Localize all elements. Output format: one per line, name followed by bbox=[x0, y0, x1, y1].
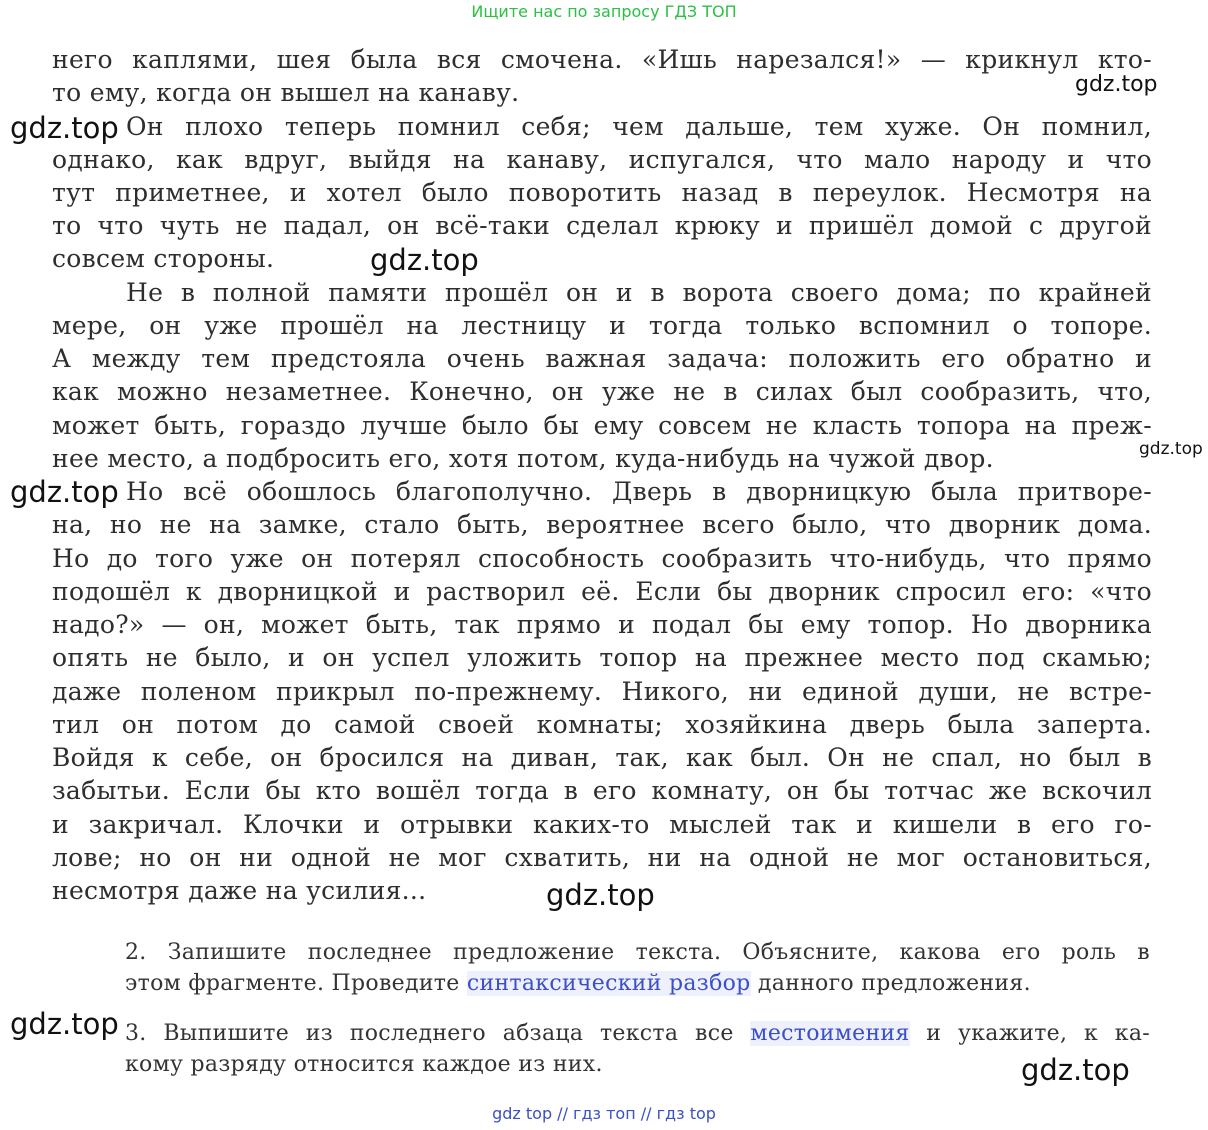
text-line: надо?» — он, может быть, так прямо и подал бы ему топор. Но дворника bbox=[52, 610, 1152, 639]
text-line: как можно незаметнее. Конечно, он уже не в силах был сообразить, что, bbox=[52, 377, 1152, 406]
syntax-analysis-link[interactable]: синтаксический разбор bbox=[466, 971, 751, 996]
text-line: тил он потом до самой своей комнаты; хозяйкина дверь была заперта. bbox=[52, 710, 1152, 739]
watermark: gdz.top bbox=[1139, 439, 1203, 459]
text-line: Не в полной памяти прошёл он и в ворота своего дома; по крайней bbox=[126, 278, 1152, 307]
text-line: на, но не на замке, стало быть, вероятнее всего было, что дворник дома. bbox=[52, 510, 1152, 539]
text-line: совсем стороны. bbox=[52, 244, 275, 273]
task-3-line-2: кому разряду относится каждое из них. bbox=[125, 1052, 603, 1077]
text-line: то что чуть не падал, он всё-таки сделал крюку и пришёл домой с другой bbox=[52, 211, 1152, 240]
watermark: gdz.top bbox=[10, 475, 119, 509]
watermark: gdz.top bbox=[370, 243, 479, 277]
text-line: А между тем предстояла очень важная задача: положить его обратно и bbox=[52, 344, 1152, 373]
text-line: нее место, а подбросить его, хотя потом, куда-нибудь на чужой двор. bbox=[52, 444, 994, 473]
text-line: Войдя к себе, он бросился на диван, так, как был. Он не спал, но был в bbox=[52, 743, 1152, 772]
text-line: мере, он уже прошёл на лестницу и тогда только вспомнил о топоре. bbox=[52, 311, 1152, 340]
text-line: тут приметнее, и хотел было поворотить назад в переулок. Несмотря на bbox=[52, 178, 1152, 207]
text-line: и закричал. Клочки и отрывки каких-то мыслей так и кишели в его го- bbox=[52, 810, 1152, 839]
task-3-text: и укажите, к ка- bbox=[909, 1021, 1150, 1046]
watermark: gdz.top bbox=[10, 1007, 119, 1041]
task-3-text: 3. Выпишите из последнего абзаца текста все bbox=[125, 1021, 751, 1046]
text-line: подошёл к дворницкой и растворил её. Если бы дворник спросил его: «что bbox=[52, 577, 1152, 606]
text-line: опять не было, и он успел уложить топор на прежнее место под скамью; bbox=[52, 643, 1152, 672]
text-line: Он плохо теперь помнил себя; чем дальше, тем хуже. Он помнил, bbox=[126, 112, 1152, 141]
task-2-line-2 bbox=[125, 968, 1150, 999]
footer-links[interactable]: gdz top // гдз топ // гдз top bbox=[492, 1104, 716, 1123]
text-line: то ему, когда он вышел на канаву. bbox=[52, 78, 520, 107]
text-line: забытьи. Если бы кто вошёл тогда в его комнату, он бы тотчас же вскочил bbox=[52, 776, 1152, 805]
text-line: Но до того уже он потерял способность сообразить что-нибудь, что прямо bbox=[52, 544, 1152, 573]
task-3-line-1 bbox=[125, 1018, 1150, 1049]
watermark: gdz.top bbox=[10, 111, 119, 145]
task-2-line-1: 2. Запишите последнее предложение текста. Объясните, какова его роль в bbox=[125, 940, 1150, 965]
task-2-text: этом фрагменте. Проведите bbox=[125, 971, 467, 996]
watermark: gdz.top bbox=[546, 878, 655, 912]
search-banner[interactable]: Ищите нас по запросу ГДЗ ТОП bbox=[471, 2, 737, 21]
text-line: может быть, гораздо лучше было бы ему совсем не класть топора на преж- bbox=[52, 411, 1152, 440]
watermark: gdz.top bbox=[1021, 1053, 1130, 1087]
watermark: gdz.top bbox=[1075, 72, 1158, 97]
text-line: однако, как вдруг, выйдя на канаву, испугался, что мало народу и что bbox=[52, 145, 1152, 174]
text-line: несмотря даже на усилия... bbox=[52, 876, 427, 905]
text-line: даже поленом прикрыл по-прежнему. Никого, ни единой души, не встре- bbox=[52, 677, 1152, 706]
task-2-text: данного предложения. bbox=[750, 971, 1031, 996]
pronouns-link[interactable]: местоимения bbox=[750, 1021, 910, 1046]
text-line: лове; но он ни одной не мог схватить, ни на одной не мог остановиться, bbox=[52, 843, 1152, 872]
text-line: Но всё обошлось благополучно. Дверь в дворницкую была притворе- bbox=[126, 477, 1152, 506]
text-line: него каплями, шея была вся смочена. «Ишь нарезался!» — крикнул кто- bbox=[52, 45, 1152, 74]
